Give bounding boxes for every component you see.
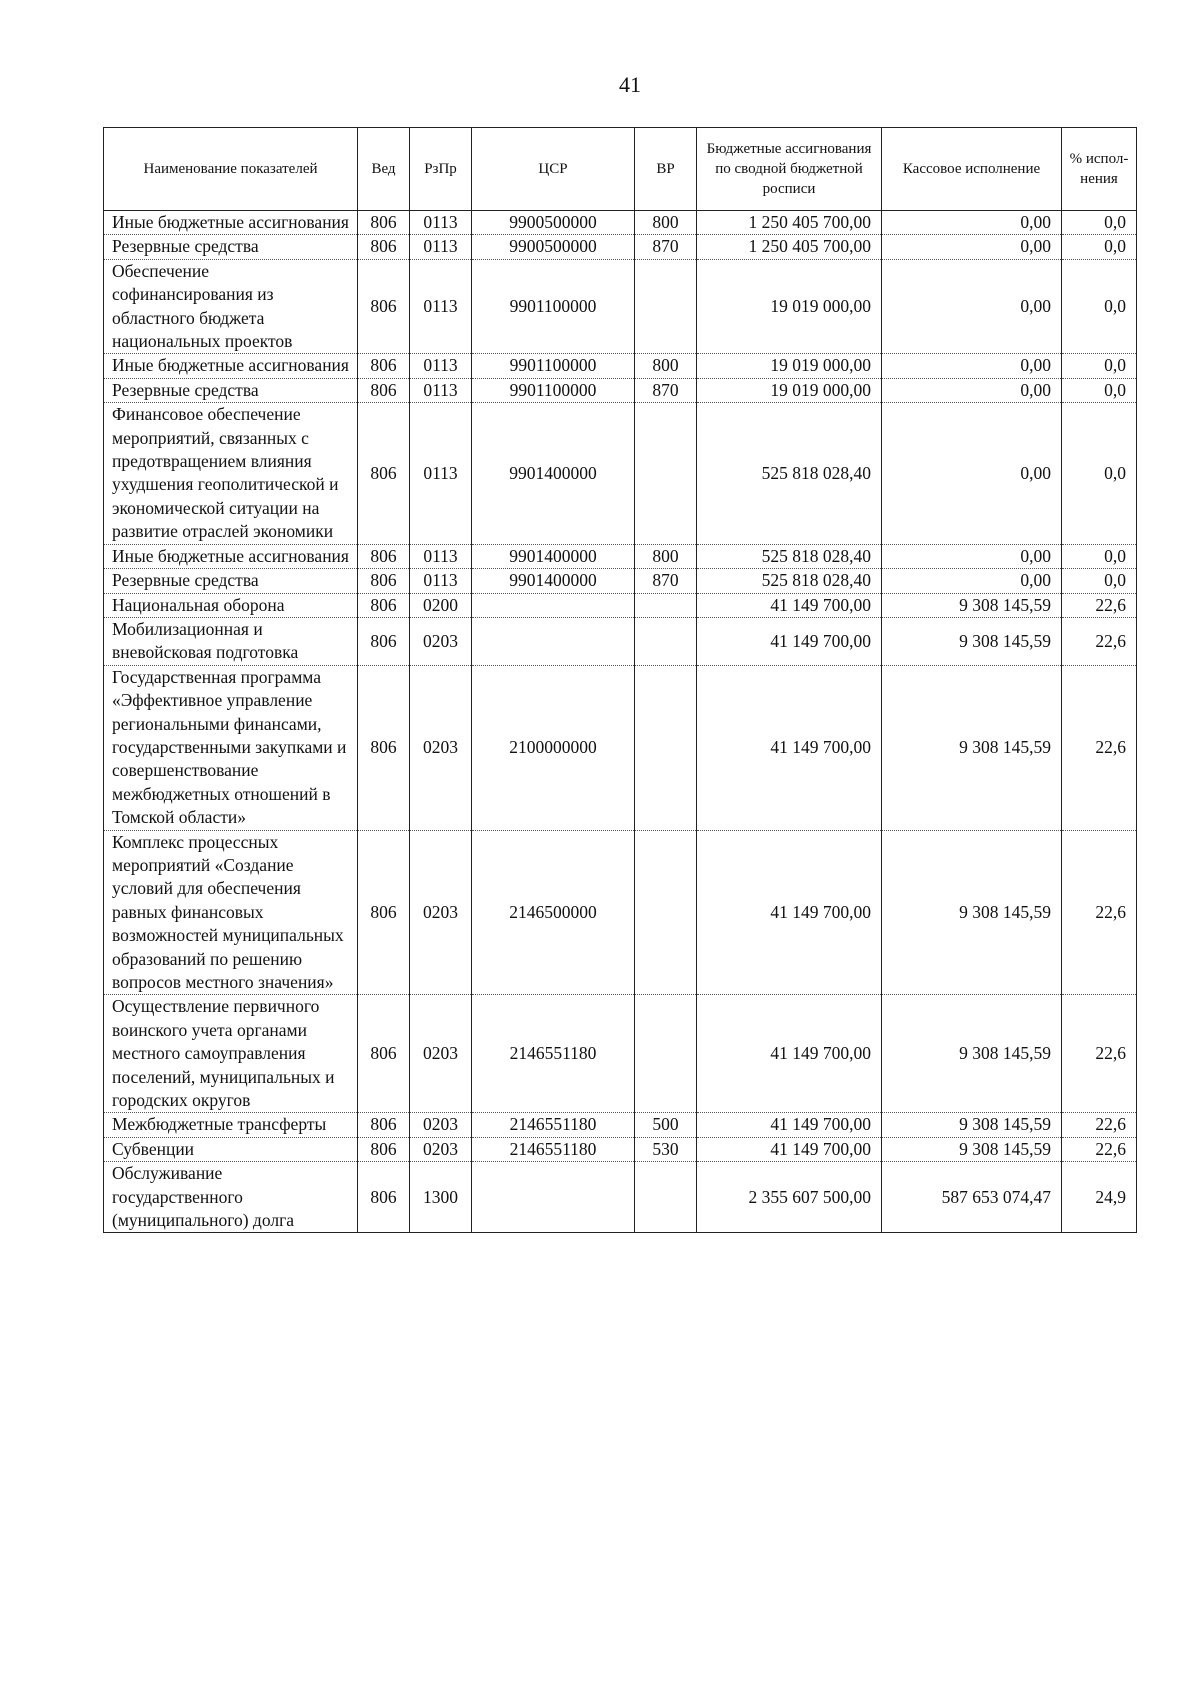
cell-name: Национальная оборона xyxy=(104,593,358,617)
cell-cash: 0,00 xyxy=(882,235,1062,259)
cell-ved: 806 xyxy=(358,1162,410,1233)
table-row xyxy=(104,235,1137,259)
table-row xyxy=(104,1137,1137,1161)
cell-percent: 22,6 xyxy=(1062,830,1137,995)
cell-cash: 0,00 xyxy=(882,259,1062,354)
cell-rzpr: 0203 xyxy=(410,617,472,665)
cell-percent: 0,0 xyxy=(1062,211,1137,235)
cell-rzpr: 0113 xyxy=(410,235,472,259)
cell-ved: 806 xyxy=(358,1137,410,1161)
table-row xyxy=(104,211,1137,235)
cell-percent: 0,0 xyxy=(1062,378,1137,402)
page-number: 41 xyxy=(619,72,641,97)
cell-percent: 22,6 xyxy=(1062,1113,1137,1137)
cell-vr: 870 xyxy=(635,235,697,259)
cell-rzpr: 0203 xyxy=(410,665,472,830)
table-row xyxy=(104,259,1137,354)
cell-percent: 22,6 xyxy=(1062,617,1137,665)
cell-vr xyxy=(635,617,697,665)
cell-budget: 41 149 700,00 xyxy=(697,1113,882,1137)
cell-vr: 800 xyxy=(635,544,697,568)
table-row xyxy=(104,544,1137,568)
header-rzpr: РзПр xyxy=(410,128,472,211)
header-row xyxy=(104,128,1137,211)
cell-name: Резервные средства xyxy=(104,569,358,593)
cell-cash: 0,00 xyxy=(882,354,1062,378)
header-ved: Вед xyxy=(358,128,410,211)
cell-cash: 9 308 145,59 xyxy=(882,830,1062,995)
table-row xyxy=(104,617,1137,665)
cell-rzpr: 0203 xyxy=(410,1137,472,1161)
cell-rzpr: 0113 xyxy=(410,569,472,593)
cell-csr: 9900500000 xyxy=(472,235,635,259)
cell-budget: 19 019 000,00 xyxy=(697,378,882,402)
cell-rzpr: 0113 xyxy=(410,378,472,402)
cell-name: Иные бюджетные ассигнования xyxy=(104,211,358,235)
cell-csr: 9901400000 xyxy=(472,569,635,593)
cell-ved: 806 xyxy=(358,403,410,544)
cell-percent: 0,0 xyxy=(1062,544,1137,568)
cell-vr xyxy=(635,1162,697,1233)
cell-vr: 870 xyxy=(635,378,697,402)
cell-ved: 806 xyxy=(358,617,410,665)
cell-budget: 2 355 607 500,00 xyxy=(697,1162,882,1233)
cell-ved: 806 xyxy=(358,995,410,1113)
cell-csr: 9901400000 xyxy=(472,544,635,568)
cell-budget: 41 149 700,00 xyxy=(697,830,882,995)
header-vr: ВР xyxy=(635,128,697,211)
cell-cash: 0,00 xyxy=(882,403,1062,544)
cell-percent: 0,0 xyxy=(1062,569,1137,593)
cell-vr xyxy=(635,593,697,617)
cell-percent: 0,0 xyxy=(1062,354,1137,378)
table-row xyxy=(104,1113,1137,1137)
table-row xyxy=(104,569,1137,593)
table-row xyxy=(104,1162,1137,1233)
cell-budget: 525 818 028,40 xyxy=(697,569,882,593)
cell-ved: 806 xyxy=(358,544,410,568)
cell-vr: 800 xyxy=(635,354,697,378)
cell-percent: 22,6 xyxy=(1062,995,1137,1113)
cell-csr: 2146500000 xyxy=(472,830,635,995)
cell-csr: 2146551180 xyxy=(472,1137,635,1161)
cell-vr xyxy=(635,830,697,995)
cell-vr xyxy=(635,403,697,544)
cell-cash: 0,00 xyxy=(882,569,1062,593)
cell-cash: 0,00 xyxy=(882,378,1062,402)
cell-csr: 9901100000 xyxy=(472,378,635,402)
cell-vr xyxy=(635,995,697,1113)
cell-name: Резервные средства xyxy=(104,235,358,259)
cell-percent: 0,0 xyxy=(1062,235,1137,259)
cell-name: Осуществление первичного воинского учета органами местного самоуправления поселений, муниципальных и городских округов xyxy=(104,995,358,1113)
table-row xyxy=(104,995,1137,1113)
cell-rzpr: 0113 xyxy=(410,544,472,568)
cell-percent: 22,6 xyxy=(1062,593,1137,617)
cell-ved: 806 xyxy=(358,830,410,995)
cell-budget: 41 149 700,00 xyxy=(697,665,882,830)
cell-vr: 870 xyxy=(635,569,697,593)
cell-budget: 19 019 000,00 xyxy=(697,259,882,354)
table-row xyxy=(104,378,1137,402)
cell-csr xyxy=(472,593,635,617)
table-row xyxy=(104,665,1137,830)
cell-cash: 587 653 074,47 xyxy=(882,1162,1062,1233)
cell-cash: 0,00 xyxy=(882,211,1062,235)
cell-ved: 806 xyxy=(358,354,410,378)
cell-ved: 806 xyxy=(358,593,410,617)
cell-ved: 806 xyxy=(358,1113,410,1137)
cell-name: Резервные средства xyxy=(104,378,358,402)
cell-name: Обеспечение софинансирования из областного бюджета национальных проектов xyxy=(104,259,358,354)
cell-csr xyxy=(472,1162,635,1233)
cell-cash: 9 308 145,59 xyxy=(882,995,1062,1113)
cell-vr: 530 xyxy=(635,1137,697,1161)
cell-name: Государственная программа «Эффективное управление региональными финансами, государственными закупками и совершенствование межбюджетных отношений в Томской области» xyxy=(104,665,358,830)
cell-name: Межбюджетные трансферты xyxy=(104,1113,358,1137)
cell-vr: 500 xyxy=(635,1113,697,1137)
cell-cash: 9 308 145,59 xyxy=(882,1113,1062,1137)
cell-name: Иные бюджетные ассигнования xyxy=(104,354,358,378)
cell-budget: 1 250 405 700,00 xyxy=(697,235,882,259)
cell-cash: 0,00 xyxy=(882,544,1062,568)
cell-budget: 41 149 700,00 xyxy=(697,995,882,1113)
cell-ved: 806 xyxy=(358,665,410,830)
cell-percent: 22,6 xyxy=(1062,665,1137,830)
cell-vr xyxy=(635,665,697,830)
table-row xyxy=(104,354,1137,378)
cell-rzpr: 0203 xyxy=(410,995,472,1113)
cell-rzpr: 0113 xyxy=(410,354,472,378)
cell-ved: 806 xyxy=(358,569,410,593)
table-row xyxy=(104,830,1137,995)
cell-ved: 806 xyxy=(358,235,410,259)
cell-vr xyxy=(635,259,697,354)
cell-cash: 9 308 145,59 xyxy=(882,617,1062,665)
cell-ved: 806 xyxy=(358,259,410,354)
cell-ved: 806 xyxy=(358,378,410,402)
cell-budget: 41 149 700,00 xyxy=(697,593,882,617)
cell-cash: 9 308 145,59 xyxy=(882,665,1062,830)
cell-ved: 806 xyxy=(358,211,410,235)
cell-budget: 1 250 405 700,00 xyxy=(697,211,882,235)
cell-budget: 525 818 028,40 xyxy=(697,403,882,544)
cell-name: Обслуживание государственного (муниципального) долга xyxy=(104,1162,358,1233)
cell-rzpr: 0200 xyxy=(410,593,472,617)
cell-rzpr: 0203 xyxy=(410,830,472,995)
cell-csr: 9900500000 xyxy=(472,211,635,235)
cell-csr: 2100000000 xyxy=(472,665,635,830)
cell-vr: 800 xyxy=(635,211,697,235)
cell-budget: 19 019 000,00 xyxy=(697,354,882,378)
cell-name: Иные бюджетные ассигнования xyxy=(104,544,358,568)
cell-rzpr: 1300 xyxy=(410,1162,472,1233)
cell-cash: 9 308 145,59 xyxy=(882,1137,1062,1161)
budget-execution-table xyxy=(103,127,1137,1233)
cell-name: Мобилизационная и вневойсковая подготовка xyxy=(104,617,358,665)
header-name: Наименование показателей xyxy=(104,128,358,211)
cell-rzpr: 0203 xyxy=(410,1113,472,1137)
cell-csr: 9901400000 xyxy=(472,403,635,544)
header-cash: Кассовое исполнение xyxy=(882,128,1062,211)
cell-budget: 41 149 700,00 xyxy=(697,1137,882,1161)
cell-csr: 9901100000 xyxy=(472,354,635,378)
table-row xyxy=(104,593,1137,617)
cell-name: Финансовое обеспечение мероприятий, связанных с предотвращением влияния ухудшения геополитической и экономической ситуации на развитие отраслей экономики xyxy=(104,403,358,544)
cell-name: Субвенции xyxy=(104,1137,358,1161)
cell-percent: 0,0 xyxy=(1062,403,1137,544)
cell-csr: 2146551180 xyxy=(472,995,635,1113)
cell-percent: 24,9 xyxy=(1062,1162,1137,1233)
cell-budget: 41 149 700,00 xyxy=(697,617,882,665)
cell-cash: 9 308 145,59 xyxy=(882,593,1062,617)
cell-csr: 2146551180 xyxy=(472,1113,635,1137)
cell-csr: 9901100000 xyxy=(472,259,635,354)
header-csr: ЦСР xyxy=(472,128,635,211)
cell-rzpr: 0113 xyxy=(410,259,472,354)
cell-name: Комплекс процессных мероприятий «Создание условий для обеспечения равных финансовых возможностей муниципальных образований по решению вопросов местного значения» xyxy=(104,830,358,995)
cell-percent: 22,6 xyxy=(1062,1137,1137,1161)
header-percent: % испол-нения xyxy=(1062,128,1137,211)
cell-csr xyxy=(472,617,635,665)
cell-percent: 0,0 xyxy=(1062,259,1137,354)
cell-rzpr: 0113 xyxy=(410,211,472,235)
cell-budget: 525 818 028,40 xyxy=(697,544,882,568)
cell-rzpr: 0113 xyxy=(410,403,472,544)
header-budget: Бюджетные ассигнования по сводной бюджетной росписи xyxy=(697,128,882,211)
table-row xyxy=(104,403,1137,544)
